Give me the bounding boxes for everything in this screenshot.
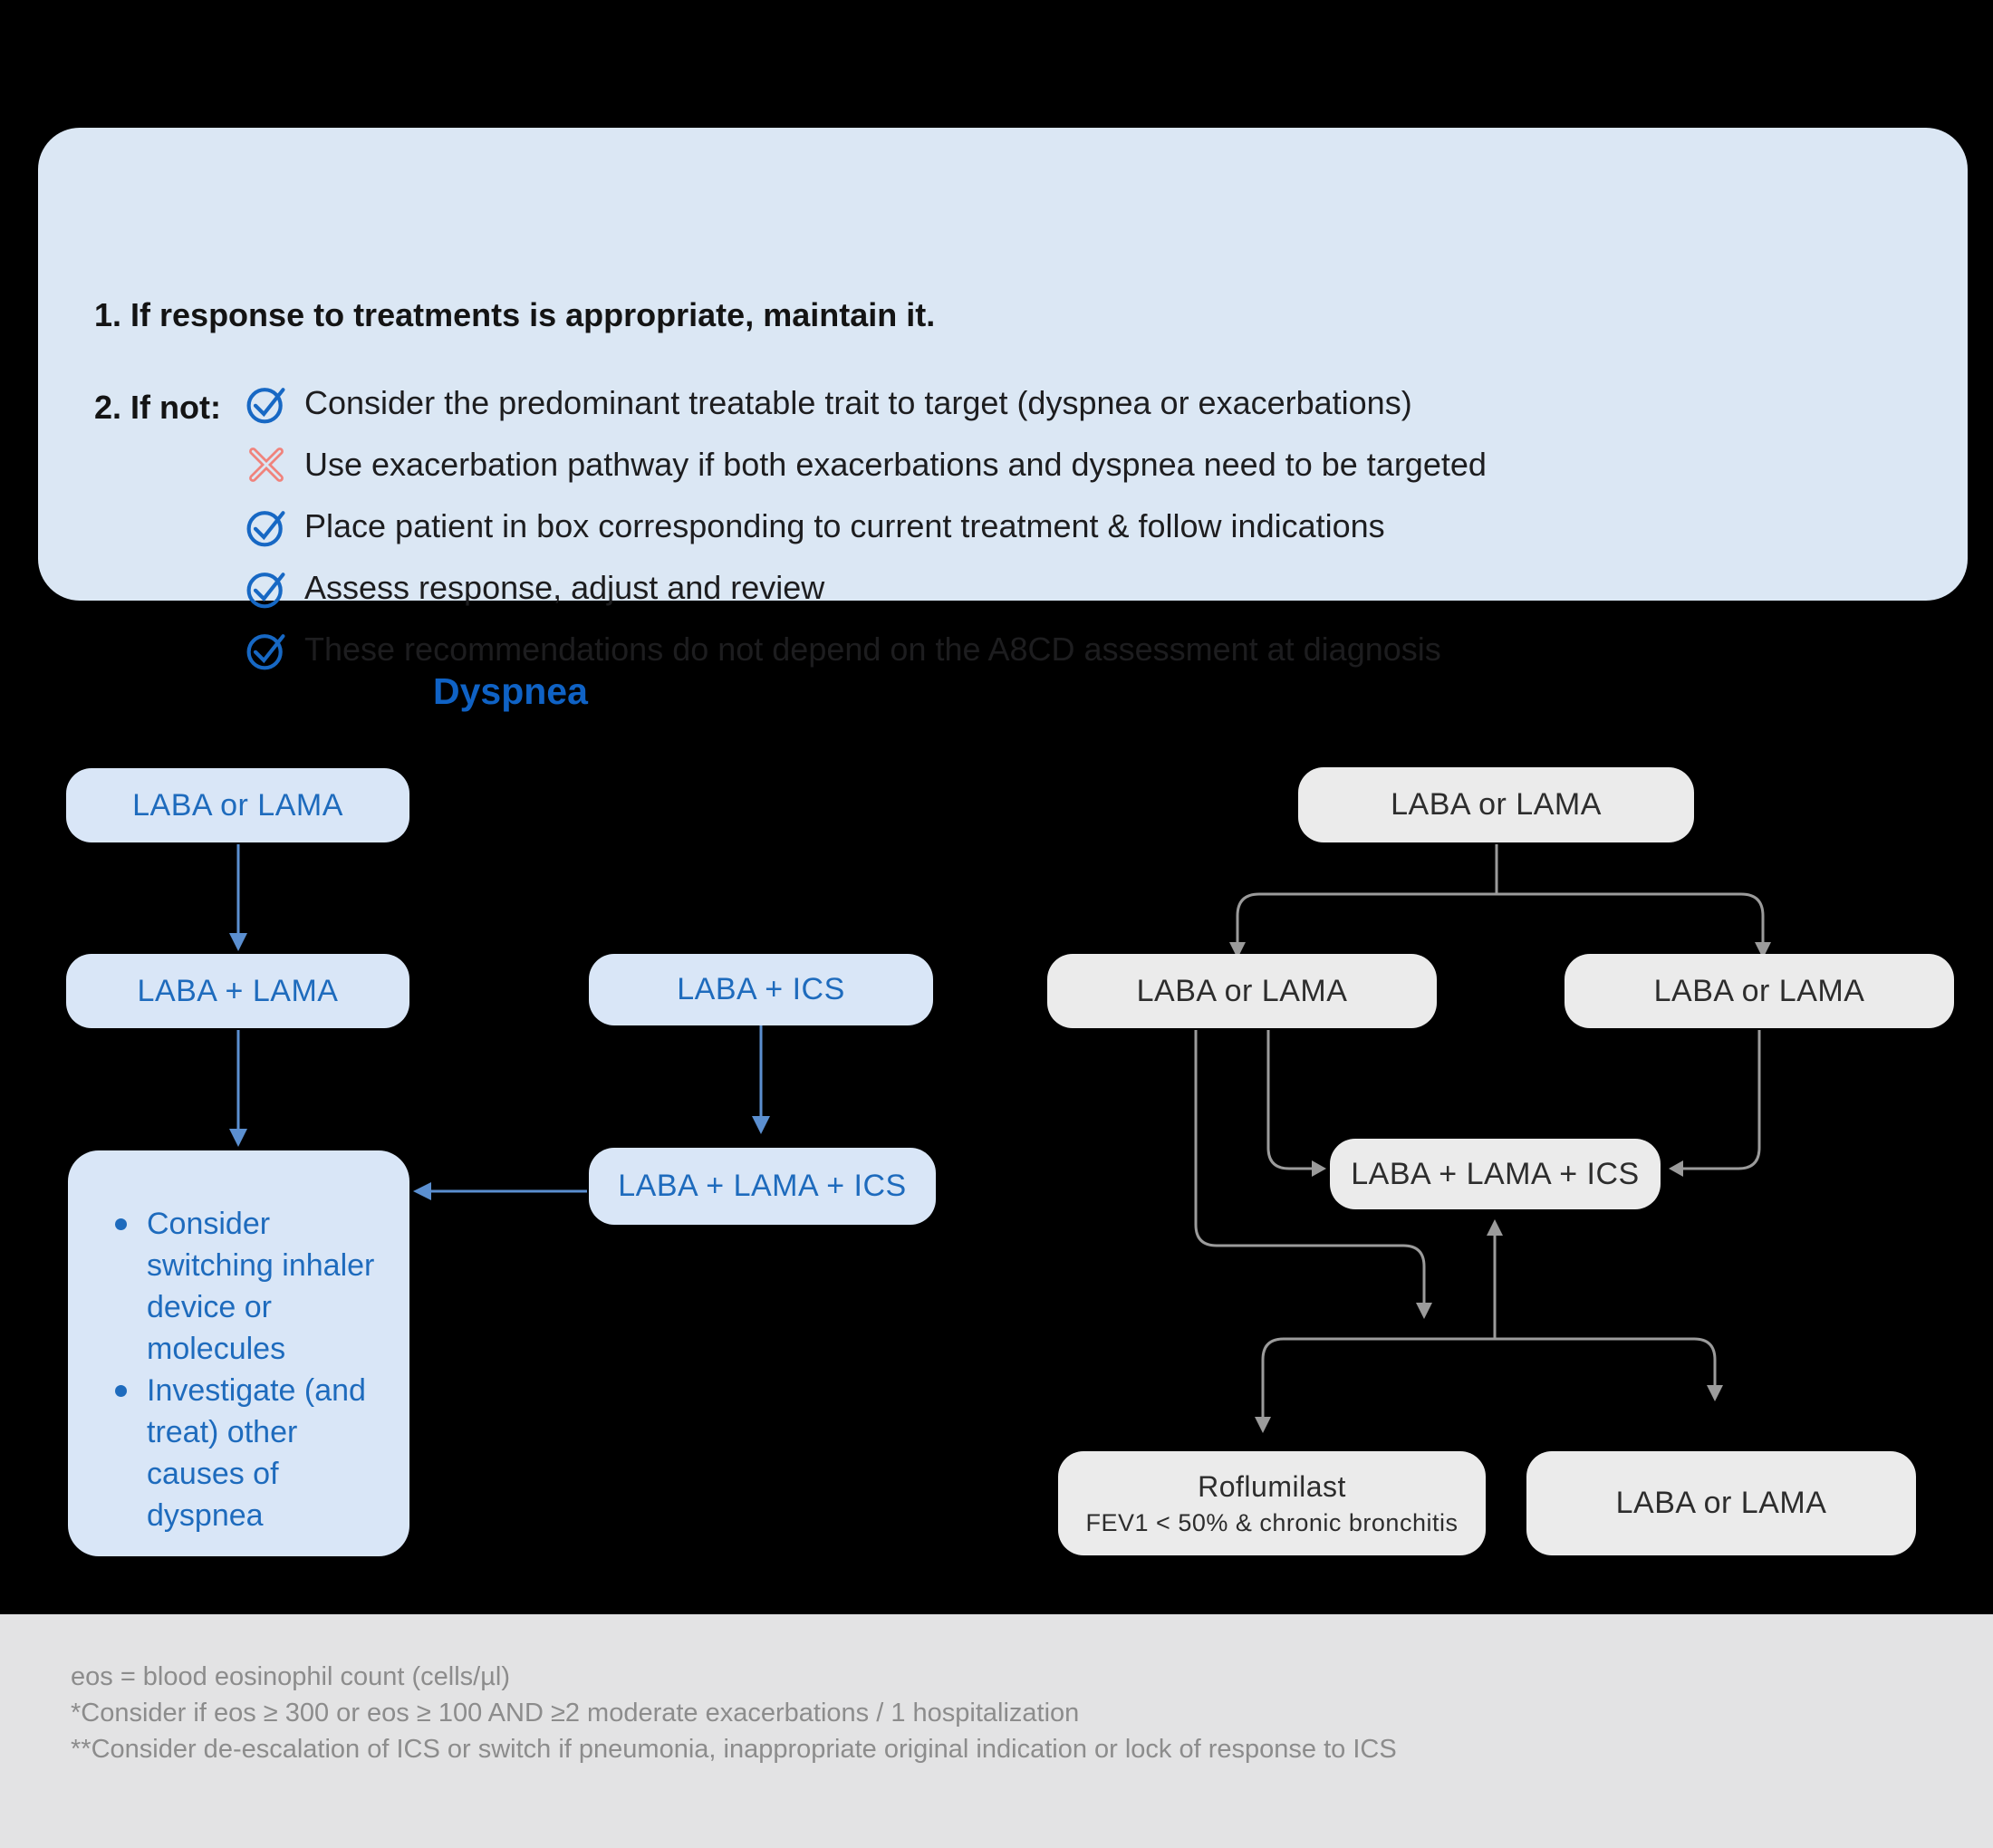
dyspnea-box-laba-or-lama (66, 768, 409, 842)
dyspnea-box-laba-plus-ics (589, 954, 933, 1025)
box-label: LABA + ICS (677, 972, 845, 1006)
advice-text: Investigate (and treat) other causes of dyspnea (147, 1373, 366, 1533)
arrowhead-down (229, 1129, 247, 1147)
arrowhead-down (752, 1116, 770, 1134)
exacerbation-box-triple-therapy (1330, 1139, 1661, 1209)
footnote: *Consider if eos ≥ 300 or eos ≥ 100 AND ≥2 moderate exacerbations / 1 hospitalization (71, 1699, 1080, 1728)
footnote: **Consider de-escalation of ICS or switch if pneumonia, inappropriate original indication or lock of response to ICS (71, 1735, 1397, 1764)
list-item (245, 561, 824, 615)
list-item-text: Place patient in box corresponding to current treatment & follow indications (304, 507, 1385, 544)
arrowhead-down (1416, 1303, 1432, 1319)
bullet-dot-icon (115, 1218, 127, 1230)
list-item (245, 499, 1385, 553)
box-label: Roflumilast (1198, 1469, 1346, 1503)
arrowhead-left (413, 1182, 431, 1200)
box-label: LABA + LAMA + ICS (1351, 1156, 1640, 1191)
check-icon (245, 381, 288, 425)
arrowhead-right (1312, 1160, 1326, 1177)
advice-text: Consider switching inhaler device or molecules (147, 1207, 375, 1366)
box-label: LABA or LAMA (1615, 1486, 1827, 1520)
exacerbation-box-right-laba-or-lama (1565, 954, 1954, 1028)
box-label: LABA or LAMA (1391, 787, 1602, 822)
list-item (245, 438, 1487, 492)
arrowhead-left (1669, 1160, 1683, 1177)
list-item (245, 622, 1441, 677)
advice-bullet (115, 1203, 386, 1370)
bullet-dot-icon (115, 1385, 127, 1397)
dyspnea-advice-box (68, 1150, 409, 1556)
dyspnea-box-laba-plus-lama (66, 954, 409, 1028)
arrowhead-down (229, 933, 247, 951)
recommendation-1: 1. If response to treatments is appropriate, maintain it. (94, 296, 936, 333)
exacerbation-box-left-laba-or-lama (1047, 954, 1437, 1028)
exacerbation-box-roflumilast (1058, 1451, 1486, 1555)
cross-icon (245, 443, 288, 486)
dyspnea-pathway-title: Dyspnea (433, 670, 588, 712)
arrowhead-down (1255, 1417, 1271, 1433)
list-item (245, 376, 1412, 430)
recommendation-2-label: 2. If not: (94, 389, 221, 426)
list-item-text: Consider the predominant treatable trait to target (dyspnea or exacerbations) (304, 384, 1412, 421)
exacerbation-box-bottom-laba-or-lama (1526, 1451, 1916, 1555)
dyspnea-box-triple-therapy (589, 1148, 936, 1225)
exacerbation-box-top-laba-or-lama (1298, 767, 1694, 842)
check-icon (245, 505, 288, 548)
box-label: LABA or LAMA (1653, 973, 1865, 1008)
box-label: LABA or LAMA (1136, 973, 1348, 1008)
check-icon (245, 628, 288, 671)
list-item-text: These recommendations do not depend on the A8CD assessment at diagnosis (304, 630, 1441, 668)
footnotes-band (0, 1614, 1993, 1848)
box-label: LABA or LAMA (132, 787, 343, 823)
check-icon (245, 566, 288, 610)
box-sublabel: FEV1 < 50% & chronic bronchitis (1085, 1508, 1459, 1536)
footnote: eos = blood eosinophil count (cells/µl) (71, 1662, 511, 1691)
arrowhead-down (1707, 1385, 1723, 1401)
list-item-text: Assess response, adjust and review (304, 569, 825, 606)
recommendations-panel (38, 128, 1968, 668)
box-label: LABA + LAMA + ICS (618, 1169, 907, 1203)
arrowhead-up (1487, 1219, 1503, 1236)
advice-bullet (115, 1370, 386, 1536)
list-item-text: Use exacerbation pathway if both exacerbations and dyspnea need to be targeted (304, 446, 1487, 483)
box-label: LABA + LAMA (137, 973, 339, 1008)
